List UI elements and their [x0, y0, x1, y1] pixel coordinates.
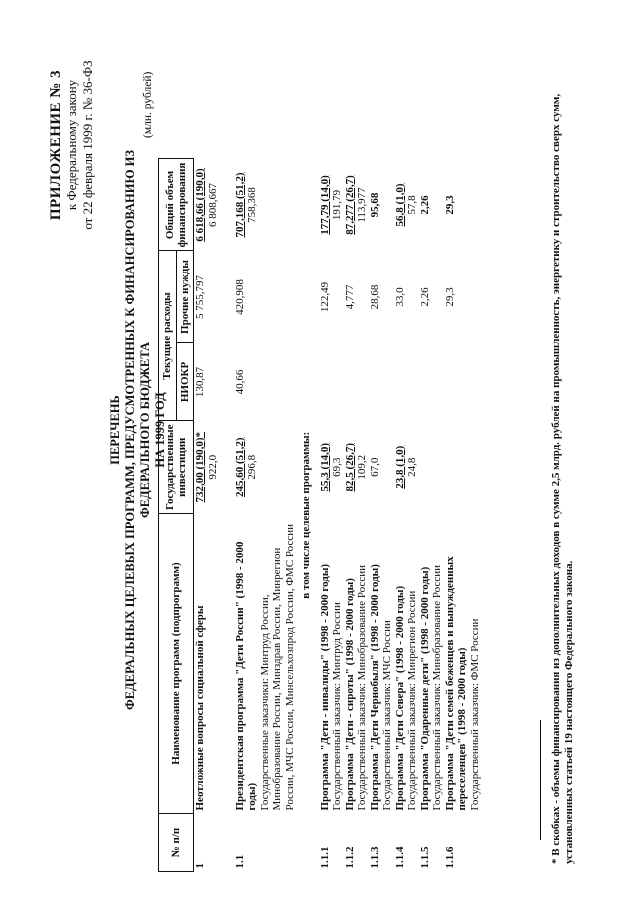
cell-total [394, 159, 419, 251]
cell-total-value: 29,3 [443, 195, 456, 215]
cell-num: 1.1.5 [418, 846, 431, 869]
col-header-num: № п/п [159, 814, 194, 872]
table-row [344, 159, 369, 872]
cell-invest [319, 421, 344, 514]
cell-total [369, 159, 394, 251]
program-name: Программа "Дети Чернобыля" (1998 - 2000 годы) [368, 564, 381, 811]
cell-other [394, 251, 419, 343]
program-customer: Государственный заказчик: Минтруд России [331, 602, 343, 811]
cell-niokr [194, 343, 234, 421]
table-row [369, 159, 394, 872]
cell-invest-value: 732,00 (190,0)* [194, 431, 206, 503]
program-name: Программа "Дети семей беженцев и вынужденных переселенцев" (1998 - 2000 годы) [443, 556, 468, 811]
cell-other [234, 251, 297, 343]
col-header-invest: Государственные инвестиции [159, 421, 194, 514]
cell-invest-value: 67,0 [368, 457, 381, 477]
cell-total-value: 6 618,66 (190,0) [194, 168, 206, 242]
col-header-total: Общий объем финансирования [159, 159, 194, 251]
appendix-header [48, 30, 96, 260]
table-row [234, 159, 297, 872]
cell-invest [444, 421, 482, 514]
cell-niokr [369, 343, 394, 421]
col-header-niokr: НИОКР [176, 343, 194, 421]
footnote-rule [540, 720, 541, 840]
cell-invest [394, 421, 419, 514]
cell-invest-value: 24,8 [406, 457, 418, 477]
cell-invest-value: 69,3 [331, 457, 343, 477]
units-note: (млн. рублей) [142, 71, 154, 138]
cell-other [369, 251, 394, 343]
cell-invest-value: 245,60 (51,2) [233, 437, 246, 498]
cell-name [394, 514, 419, 814]
program-customer: Государственный заказчик: Минобразование России [356, 565, 368, 811]
cell-other-value: 29,3 [443, 287, 456, 307]
title-line-2: ФЕДЕРАЛЬНЫХ ЦЕЛЕВЫХ ПРОГРАММ, ПРЕДУСМОТРЕННЫХ К ФИНАНСИРОВАНИЮ ИЗ ФЕДЕРАЛЬНОГО БЮДЖЕТА [123, 149, 152, 711]
program-customer: Государственный заказчик: ФМС России [468, 618, 481, 811]
cell-other [419, 251, 444, 343]
program-name: Программа "Одаренные дети" (1998 - 2000 годы) [418, 566, 431, 811]
cell-total [444, 159, 482, 251]
cell-total-value: 177,79 (14,0) [318, 175, 331, 235]
col-header-current: Текущие расходы [159, 251, 177, 421]
program-customer: Государственный заказчик: МЧС России [381, 620, 393, 811]
program-name: Неотложные вопросы социальной сферы [194, 605, 206, 811]
cell-total-value: 6 808,667 [206, 182, 219, 227]
cell-invest [234, 421, 297, 514]
cell-invest-value: 109,2 [356, 454, 368, 480]
title-line-3: НА 1999 ГОД [153, 392, 167, 468]
cell-name [234, 514, 297, 814]
table-row [194, 159, 234, 872]
section-label: в том числе целевые программы: [300, 431, 312, 599]
program-name: Программа "Дети - инвалиды" (1998 - 2000 годы) [318, 563, 331, 811]
cell-other [344, 251, 369, 343]
cell-num: 1.1.2 [343, 846, 356, 869]
cell-total [194, 159, 234, 251]
cell-name [319, 514, 344, 814]
program-name: Президентская программа "Дети России" (1998 - 2000 годы) [233, 541, 258, 811]
cell-name [194, 514, 234, 814]
table-row [319, 159, 344, 872]
cell-other-value: 2,26 [418, 287, 431, 307]
cell-invest [419, 421, 444, 514]
cell-other-value: 5 755,797 [194, 274, 206, 319]
cell-total-value: 57,8 [406, 195, 418, 215]
cell-num: 1.1 [233, 854, 246, 869]
cell-total-value: 87,277 (26,7) [343, 175, 356, 235]
cell-niokr [444, 343, 482, 421]
cell-niokr [234, 343, 297, 421]
cell-name [369, 514, 394, 814]
program-name: Программа "Дети - сироты" (1998 - 2000 годы) [343, 578, 356, 811]
cell-other [319, 251, 344, 343]
appendix-law-ref: к Федеральному закону [64, 79, 79, 211]
table-row [394, 159, 419, 872]
cell-other-value: 122,49 [318, 281, 331, 313]
cell-total-value: 2,26 [418, 195, 431, 215]
cell-invest-value: 296,8 [246, 454, 258, 480]
cell-invest-value: 55,3 (14,0) [318, 442, 331, 492]
cell-total-value: 707,168 (51,2) [233, 172, 246, 238]
cell-num: 1.1.4 [393, 846, 406, 869]
cell-name [419, 514, 444, 814]
cell-niokr [394, 343, 419, 421]
appendix-law-date: от 22 февраля 1999 г. № 36-ФЗ [80, 60, 95, 230]
cell-total [319, 159, 344, 251]
cell-other [444, 251, 482, 343]
cell-total [234, 159, 297, 251]
cell-name [344, 514, 369, 814]
cell-total-value: 56,8 (1,0) [393, 183, 406, 227]
cell-niokr-value: 40,66 [233, 369, 246, 395]
program-customer: Государственный заказчик: Минобразование России [431, 565, 443, 811]
cell-invest-value: 922,0 [206, 454, 219, 480]
cell-total-value: 113,977 [356, 187, 368, 223]
cell-total [344, 159, 369, 251]
cell-num: 1.1.6 [443, 846, 456, 869]
cell-name [444, 514, 482, 814]
table-row [419, 159, 444, 872]
cell-other-value: 4,777 [343, 284, 356, 310]
cell-total [419, 159, 444, 251]
col-header-name: Наименование программ (подпрограмм) [159, 514, 194, 814]
cell-total-value: 191,79 [331, 189, 343, 221]
col-header-other: Прочие нужды [176, 251, 194, 343]
cell-niokr [344, 343, 369, 421]
program-customer: Государственный заказчик: Минрегион России [406, 590, 418, 811]
cell-num: 1.1.1 [318, 846, 331, 869]
program-name: Программа "Дети Севера" (1998 - 2000 годы) [393, 585, 406, 811]
cell-invest [369, 421, 394, 514]
programs-table [158, 158, 481, 872]
program-customer: Государственные заказчики: Минтруд России, Минобразование России, Минздрав России, Минрегион России, МЧС России, Минсельхозпрод России, ФМС России [258, 524, 296, 811]
cell-total-value: 95,68 [368, 192, 381, 218]
cell-other-value: 33,0 [393, 287, 406, 307]
cell-invest-value: 82,5 (26,7) [343, 442, 356, 492]
cell-invest [344, 421, 369, 514]
appendix-number: ПРИЛОЖЕНИЕ № 3 [48, 69, 64, 221]
cell-niokr [419, 343, 444, 421]
table-row [444, 159, 482, 872]
cell-invest [194, 421, 234, 514]
cell-num: 1.1.3 [368, 846, 381, 869]
cell-niokr [319, 343, 344, 421]
table-body [194, 159, 482, 872]
cell-total-value: 758,368 [246, 187, 258, 223]
table-row [296, 159, 319, 872]
cell-invest-value: 23,8 (1,0) [393, 445, 406, 489]
title-line-1: ПЕРЕЧЕНЬ [108, 395, 122, 465]
cell-num: 1 [194, 863, 206, 869]
footnote: * В скобках - объемы финансирования из дополнительных доходов в сумме 2,5 млрд. рублей на промышленность, энергетику и строительство сверх сумм, установленных статьей 19 настоящего Федерального закона. [550, 93, 575, 864]
cell-other [194, 251, 234, 343]
cell-niokr-value: 130,87 [194, 366, 206, 398]
cell-other-value: 420,908 [233, 279, 246, 315]
cell-other-value: 28,68 [368, 284, 381, 310]
